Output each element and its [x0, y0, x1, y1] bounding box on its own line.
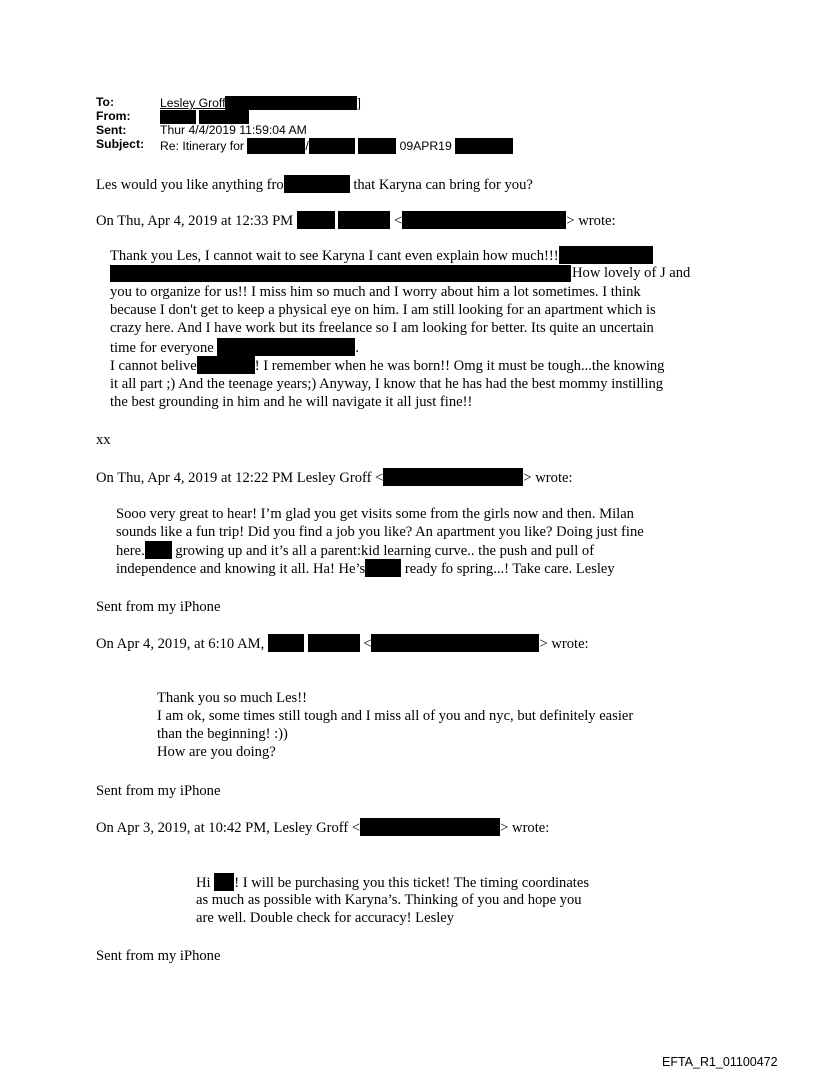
redaction	[225, 96, 357, 110]
sent-from-iphone: Sent from my iPhone	[96, 948, 221, 964]
sent-row	[96, 124, 596, 138]
redaction	[199, 110, 249, 124]
redaction	[145, 541, 172, 559]
redaction	[308, 634, 360, 652]
sent-label: Sent:	[96, 123, 127, 137]
redaction	[371, 634, 539, 652]
subject-date: 09APR19	[399, 139, 452, 153]
from-row	[96, 110, 596, 124]
redaction	[365, 559, 401, 577]
redaction	[197, 356, 255, 374]
bates-number: EFTA_R1_01100472	[662, 1055, 778, 1069]
reply-attribution: On Thu, Apr 4, 2019 at 12:33 PM < > wrote:	[96, 213, 616, 229]
redaction	[338, 211, 390, 229]
redaction	[110, 265, 571, 282]
redaction	[402, 211, 566, 229]
to-row	[96, 96, 596, 110]
sent-value: Thur 4/4/2019 11:59:04 AM	[160, 123, 307, 137]
subject-row: Subject: Re: Itinerary for / 09APR19	[96, 138, 596, 156]
sent-from-iphone: Sent from my iPhone	[96, 783, 221, 799]
message-line: Les would you like anything fro that Karyna can bring for you?	[96, 177, 533, 193]
redaction	[309, 138, 355, 154]
redaction	[160, 110, 196, 124]
signoff: xx	[96, 432, 111, 448]
redaction	[383, 468, 523, 486]
to-label: To:	[96, 95, 115, 109]
redaction	[268, 634, 304, 652]
redaction	[217, 338, 355, 356]
reply-attribution: On Apr 3, 2019, at 10:42 PM, Lesley Groff < > wrote:	[96, 820, 550, 836]
redaction	[360, 818, 500, 836]
from-label: From:	[96, 109, 131, 123]
to-close: ]	[357, 96, 361, 110]
subject-label: Subject:	[96, 137, 145, 151]
redaction	[559, 246, 653, 264]
reply-attribution: On Thu, Apr 4, 2019 at 12:22 PM Lesley Groff < > wrote:	[96, 470, 573, 486]
redaction	[247, 138, 305, 154]
redaction	[284, 175, 350, 193]
subject-prefix: Re: Itinerary for	[160, 139, 244, 153]
redaction	[358, 138, 396, 154]
to-value: Lesley Groff	[160, 96, 226, 110]
sent-from-iphone: Sent from my iPhone	[96, 599, 221, 615]
redaction	[455, 138, 513, 154]
email-header	[96, 96, 596, 158]
redaction	[297, 211, 335, 229]
reply-attribution: On Apr 4, 2019, at 6:10 AM, < > wrote:	[96, 636, 589, 652]
redaction	[214, 873, 234, 891]
